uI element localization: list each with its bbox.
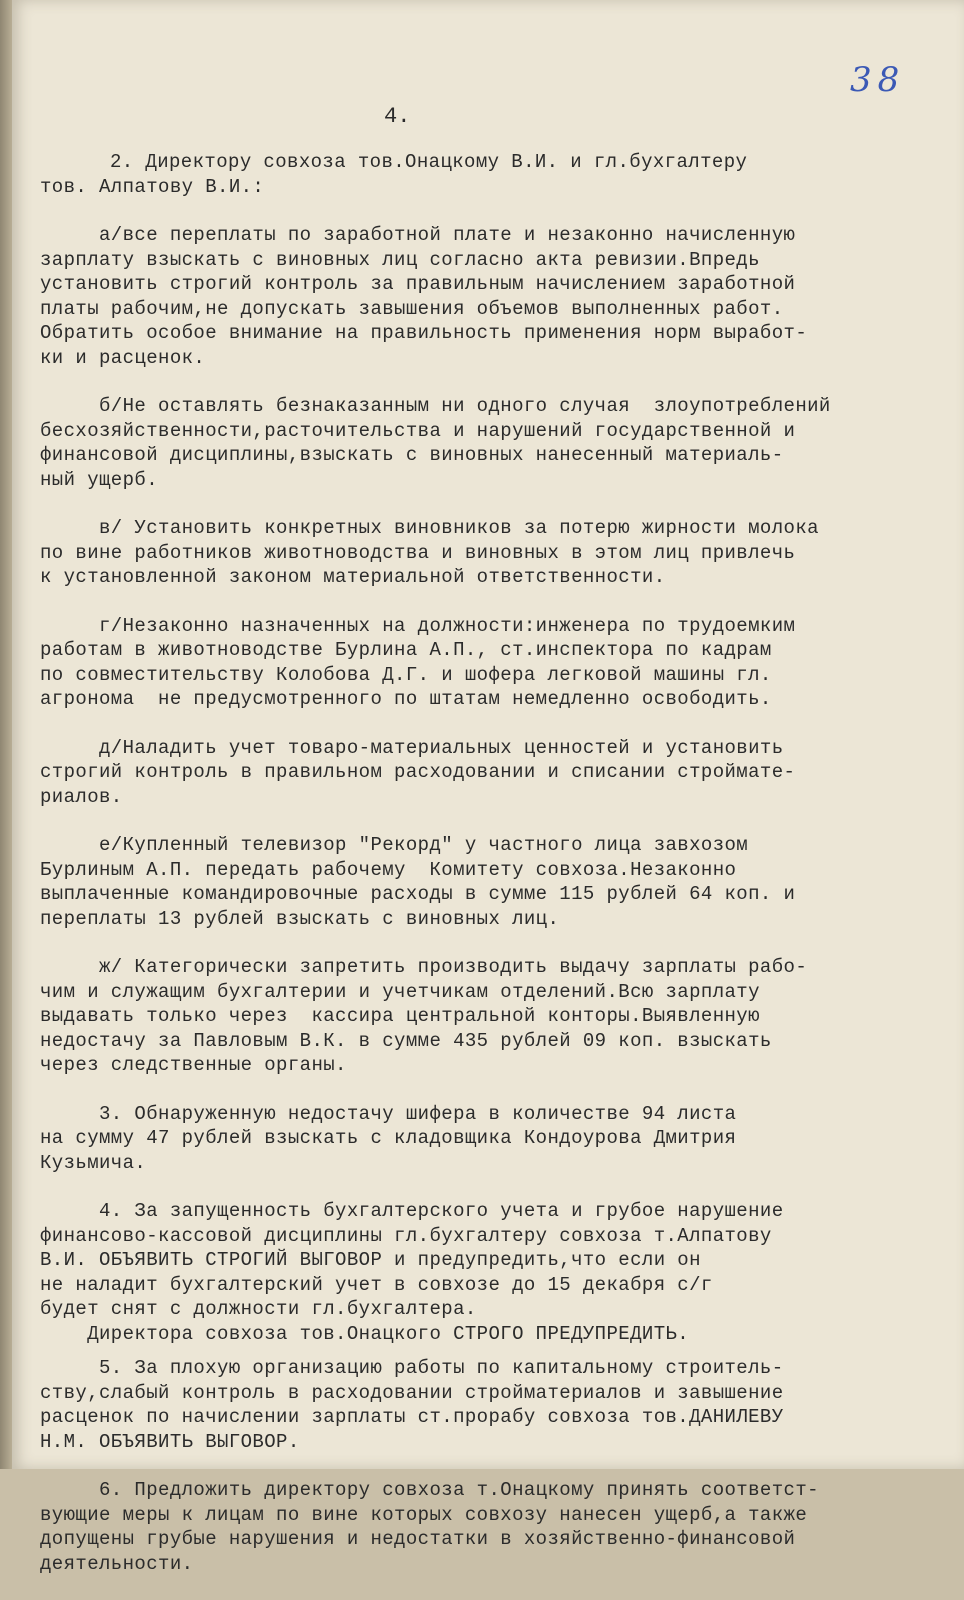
text-line: на сумму 47 рублей взыскать с кладовщика Кондоурова Дмитрия [40,1127,737,1149]
text-line: 2. Директору совхоза тов.Онацкому В.И. и гл.бухгалтеру [110,151,748,173]
document-page [12,0,964,1575]
text-line: 6. Предложить директору совхоза т.Онацкому принять соответст- [40,1479,819,1501]
paragraph-pd [40,736,956,810]
text-line: ству,слабый контроль в расходовании стройматериалов и завышение [40,1381,784,1404]
text-line: ки и расценок. [40,346,206,369]
text-line: агронома не предусмотренного по штатам немедленно освободить. [40,688,772,710]
text-line: к установленной законом материальной ответственности. [40,566,666,588]
text-line: бесхозяйственности,расточительства и нарушений государственной и [40,419,796,442]
paragraph-p6 [40,1478,956,1576]
text-line: недостачу за Павловым В.К. в сумме 435 рублей 09 коп. взыскать [40,1029,772,1052]
text-line: переплаты 13 рублей взыскать с виновных лиц. [40,907,560,930]
text-line: работам в животноводстве Бурлина А.П., ст.инспектора по кадрам [40,639,772,661]
document-body [40,150,956,1600]
text-line: д/Наладить учет товаро-материальных ценностей и установить [40,736,784,759]
text-line: 5. За плохую организацию работы по капитальному строитель- [40,1357,784,1379]
text-line: Бурлиным А.П. передать рабочему Комитету совхоза.Незаконно [40,858,737,881]
text-line: вующие меры к лицам по вине которых совхозу нанесен ущерб,а также [40,1503,808,1526]
text-line: ный ущерб. [40,468,159,491]
text-line: расценок по начислении зарплаты ст.прорабу совхоза тов.ДАНИЛЕВУ [40,1406,784,1428]
text-line: по вине работников животноводства и виновных в этом лиц привлечь [40,541,796,564]
text-line: финансово-кассовой дисциплины гл.бухгалтеру совхоза т.Алпатову [40,1224,772,1247]
text-line: выдавать только через кассира центральной конторы.Выявленную [40,1005,760,1027]
paragraph-p4 [40,1199,956,1346]
text-line: Обратить особое внимание на правильность применения норм выработ- [40,322,808,344]
text-line: выплаченные командировочные расходы в сумме 115 рублей 64 коп. и [40,883,796,905]
text-line: в/ Установить конкретных виновников за потерю жирности молока [40,517,819,539]
text-line: будет снят с должности гл.бухгалтера. [40,1298,477,1320]
text-line: г/Незаконно назначенных на должности:инженера по трудоемким [40,614,796,637]
paragraph-pzh [40,955,956,1078]
paragraph-pe [40,833,956,931]
text-line: чим и служащим бухгалтерии и учетчикам отделений.Всю зарплату [40,980,760,1003]
text-line: б/Не оставлять безнаказанным ни одного случая злоупотреблений [40,395,831,417]
paragraph-pv [40,516,956,590]
text-line: 3. Обнаруженную недостачу шифера в количестве 94 листа [40,1102,737,1125]
text-line: тов. Алпатову В.И.: [40,175,265,198]
paragraph-pb [40,394,956,492]
text-line: платы рабочим,не допускать завышения объемов выполненных работ. [40,297,784,320]
text-line: строгий контроль в правильном расходовании и списании стройматe- [40,761,796,783]
text-line: а/все переплаты по заработной плате и незаконно начисленную [40,224,796,246]
text-line: деятельности. [40,1552,194,1575]
paragraph-p5 [40,1356,956,1454]
text-line: через следственные органы. [40,1054,347,1076]
text-line: не наладит бухгалтерский учет в совхозе до 15 декабря с/г [40,1273,713,1296]
paragraph-p3 [40,1102,956,1176]
text-line: риалов. [40,785,123,808]
text-line: установить строгий контроль за правильным начислением заработной [40,273,796,295]
paragraph-pa [40,223,956,370]
folio-number: 38 [850,60,906,100]
text-line: В.И. ОБЪЯВИТЬ СТРОГИЙ ВЫГОВОР и предупредить,что если он [40,1249,701,1271]
text-line: Кузьмича. [40,1151,147,1174]
text-line: 4. За запущенность бухгалтерского учета и грубое нарушение [40,1200,784,1222]
text-line: Директора совхоза тов.Онацкого СТРОГО ПРЕДУПРЕДИТЬ. [40,1322,690,1345]
paragraph-p2 [40,150,956,199]
binding-edge [0,0,12,1469]
text-line: по совместительству Колобова Д.Г. и шофера легковой машины гл. [40,663,772,686]
text-line: Н.М. ОБЪЯВИТЬ ВЫГОВОР. [40,1430,300,1453]
text-line: зарплату взыскать с виновных лиц согласно акта ревизии.Впредь [40,248,760,271]
paragraph-pg [40,614,956,712]
text-line: финансовой дисциплины,взыскать с виновных нанесенный материаль- [40,444,784,466]
text-line: е/Купленный телевизор "Рекорд" у частного лица завхозом [40,834,749,856]
text-line: ж/ Категорически запретить производить выдачу зарплаты рабо- [40,956,808,978]
page-number: 4. [384,104,411,129]
text-line: допущены грубые нарушения и недостатки в хозяйственно-финансовой [40,1528,796,1550]
